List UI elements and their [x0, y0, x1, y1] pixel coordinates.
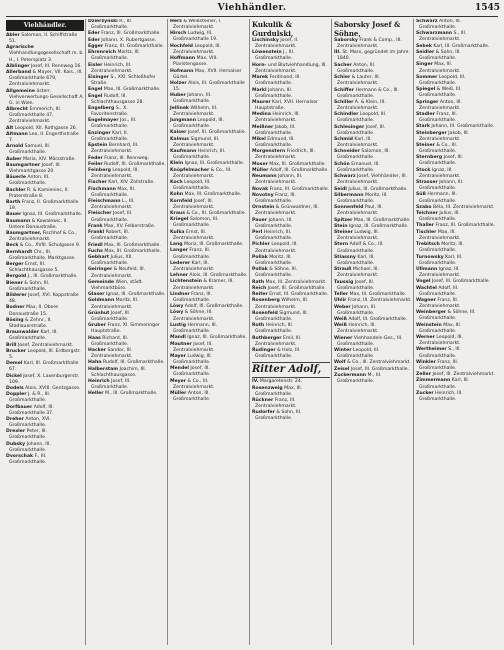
directory-entry: Trebitsch Moritz, III. Großmarkthalle. [416, 242, 464, 254]
header-rule [6, 16, 498, 17]
directory-entry: Reich Josef, III. Großmarkthalle. [252, 285, 326, 291]
directory-entry: Horn- und Blutviehhandlung, III. Zentralviehmarkt. [252, 62, 327, 74]
directory-entry: Hacker Sandor, III. Zentralviehmarkt. [88, 347, 133, 360]
directory-entry: Brill Josef, Zentralviehmarkt. [6, 342, 74, 348]
directory-entry: Wolf & Co., III. Zentralviehmarkt. [334, 360, 411, 366]
directory-entry: Glaser Ignaz, III. Großmarkthalle. [88, 292, 166, 298]
directory-entry: Klein Ignaz, III. Großmarkthalle. [170, 161, 245, 167]
directory-entry: Wiener Viehhandels-Ges., III. Großmarkthalle. [334, 335, 403, 347]
directory-entry: Kaufmann Heinrich, III. Großmarkthalle. [170, 149, 226, 161]
directory-entry: Feder Franz, III. Rennweg. [88, 155, 150, 161]
directory-entry: Lehner Alois, III. Großmarkthalle. [170, 273, 248, 279]
running-head [0, 3, 504, 17]
directory-entry: Stiassny Karl, III. Großmarkthalle. [334, 254, 375, 266]
directory-entry: Löwenstein J., III. Großmarkthalle. [252, 50, 295, 62]
directory-entry: Schiller A. & Klein, III. Zentralviehmarkt. [334, 99, 386, 111]
directory-entry: Mikel Edmund, III. Großmarkthalle. [252, 137, 295, 149]
directory-entry: Schwarz Anton, III. Großmarkthalle. [416, 19, 462, 31]
directory-entry: Kraus & Co., III. Großmarkthalle. [170, 211, 246, 217]
directory-entry: Jungmann Leopold, III. Großmarkthalle. [170, 118, 224, 130]
directory-entry: Zeller Josef, III. Zentralviehmarkt. [416, 372, 495, 378]
directory-entry: Schwarzmann S., III. Zentralviehmarkt. [416, 31, 467, 43]
firm-advertisement: Ritter Adolf, [252, 362, 330, 378]
directory-entry: IV. Margaretenstr. 24. [252, 379, 303, 385]
directory-entry: Lindner Franz, III. Großmarkthalle. [170, 291, 212, 303]
directory-entry: Berger Ernst, III. Schlachthausgasse 5. [6, 262, 59, 274]
directory-entry: Knöpfelmacher & Co., III. Zentralviehmarkt. [170, 167, 232, 179]
directory-entry: Auber Maria, XIV. Märzstraße. [6, 156, 76, 162]
directory-entry: Stark Johann, III. Großmarkthalle. [416, 124, 495, 130]
directory-entry: Medina Heinrich, III. Zentralviehmarkt. [252, 112, 300, 124]
directory-entry: Bergold J., III. Großmarkthalle. [6, 274, 78, 280]
directory-entry: Pauer Johann, III. Großmarkthalle. [252, 217, 293, 229]
directory-entry: Lichtenstein & Kramer, III. Zentralviehmarkt. [170, 279, 234, 291]
directory-entry: Sommer Leopold, III. Großmarkthalle. [416, 74, 466, 86]
directory-entry: Engel Rudolf, III. Schlachthausgasse 28. [88, 93, 144, 105]
directory-entry: Thaller Franz, III. Großmarkthalle. [416, 223, 496, 229]
directory-entry: Alt Leopold, XII. Rothgasse 26. [6, 125, 78, 131]
directory-entry: Winter Leopold, III. Großmarkthalle. [334, 347, 380, 360]
directory-entry: Kalmus Sigmund, III. Zentralviehmarkt. [170, 136, 220, 148]
directory-entry: Saborsky Frank & Comp., III. Zentralviehmarkt. [334, 38, 402, 50]
directory-entry: Dreher Anton, XVI. Großmarkthalle. [6, 417, 51, 429]
firm-heading: Kukulik & Gurdulski, [252, 20, 294, 38]
directory-entry: Pichler Leopold, III. Zentralviehmarkt. [252, 242, 298, 254]
directory-entry: Lang Moriz, III. Großmarkthalle. [170, 242, 244, 248]
directory-columns [4, 19, 498, 645]
directory-entry: Heinrich Josef, III. Großmarkthalle. [88, 379, 131, 391]
directory-entry: Schiffer Hermann & Co., III. Großmarkthalle. [334, 87, 399, 99]
directory-entry: Dorfbauer Adolf, III. Großmarkthalle 37. [6, 404, 54, 416]
directory-entry: Teller Max, III. Großmarkthalle. [334, 291, 407, 297]
directory-entry: Fischmann Max, III. Großmarkthalle. [88, 186, 136, 198]
directory-entry: Rosenberg Wilhelm, III. Zentralviehmarkt. [252, 298, 309, 310]
directory-entry: Mayer Ludwig, III. Großmarkthalle. [170, 353, 213, 365]
directory-entry: Steiner Ludwig, III. Zentralviehmarkt. [334, 230, 380, 242]
directory-entry: Weiß Heinrich, III. Zentralviehmarkt. [334, 323, 379, 335]
directory-entry: Pollak & Söhne, III. Großmarkthalle. [252, 267, 298, 279]
directory-entry: Weinberger & Söhne, III. Großmarkthalle. [416, 310, 476, 322]
directory-entry: Feiler Rudolf, III. Großmarkthalle. [88, 161, 166, 167]
directory-entry: Kornfeld Josef, III. Zentralviehmarkt. [170, 198, 215, 210]
directory-entry: Uhlir Franz, III. Zentralviehmarkt. [334, 298, 412, 304]
directory-entry: Schlesinger Josef, III. Großmarkthalle. [334, 124, 386, 136]
directory-entry: Wertheimer S., III. Großmarkthalle. [416, 347, 461, 359]
directory-entry: Geiringer & Neufeld, III. Zentralviehmarkt. [88, 267, 146, 279]
directory-entry: Goldmann Moritz, III. Zentralviehmarkt. [88, 298, 139, 310]
directory-entry: Altmann Leo, II. Engerthstraße 7. [6, 131, 79, 143]
directory-entry: Doppler J. & R., III. Großmarkthalle. [6, 392, 51, 404]
page-title: Viehhändler. [217, 3, 287, 13]
directory-entry: Werner Leopold, III. Zentralviehmarkt. [416, 335, 463, 347]
directory-entry: Dzierzynski R., III. Großmarkthalle. [88, 19, 133, 31]
section-label: Viehhändler. [6, 20, 84, 31]
directory-column-3 [168, 19, 250, 645]
directory-entry: Rudinger & Holz, III. Großmarkthalle. [252, 347, 301, 360]
directory-entry: Novotny Franz, III. Großmarkthalle. [252, 192, 296, 205]
directory-entry: Gemeinde Wien, städt. Viehmarktbüro. [88, 279, 144, 291]
directory-entry: Wagner Franz, III. Zentralviehmarkt. [416, 297, 461, 309]
directory-entry: Baumann & Kowalewic, II. Untere Donaustraße. [6, 218, 68, 230]
directory-entry: Schön Emanuel, III. Großmarkthalle. [334, 161, 380, 173]
directory-entry: Zucker Heinrich, III. Großmarkthalle. [416, 390, 463, 402]
directory-entry: Kulka Ernst, III. Zentralviehmarkt. [170, 229, 215, 241]
directory-entry: Novak Franz, III. Großmarkthalle. [252, 186, 330, 192]
directory-entry: Engelmayer Jos., III. Großmarkthalle. [88, 118, 137, 130]
directory-entry: Stein Ignaz, III. Großmarkthalle. [334, 223, 409, 229]
directory-entry: Markl Johann, III. Großmarkthalle. [252, 87, 293, 99]
directory-entry: Engelberg S., X. Favoritenstraße. [88, 106, 129, 118]
directory-entry: Weber Johann, III. Großmarkthalle. [334, 304, 377, 316]
directory-entry: Dubsky Johann, III. Großmarkthalle. [6, 441, 51, 453]
directory-entry: Silbermann Moritz, III. Großmarkthalle. [334, 192, 388, 204]
directory-entry: Schmid Karl, III. Zentralviehmarkt. [334, 137, 379, 149]
directory-entry: Pollak Moritz, III. Großmarkthalle. [252, 254, 293, 266]
directory-entry: Strauß Michael, III. Zentralviehmarkt. [334, 267, 379, 279]
directory-entry: Zeisel Josef, III. Großmarkthalle. [334, 366, 410, 372]
directory-entry: Vogel Josef, III. Großmarkthalle. [416, 279, 491, 285]
directory-entry: Gruber Franz, XI. Simmeringer Hauptstraße. [88, 323, 160, 335]
directory-entry: Feinberg Leopold, III. Zentralviehmarkt. [88, 168, 139, 180]
directory-entry: Bachler R. & Kamieniec, II. Praterstraße 8. [6, 187, 69, 199]
directory-entry: Arnold Samuel, III. Großmarkthalle. [6, 144, 51, 156]
directory-entry: Frank Max, XV. Felberstraße. [88, 223, 156, 229]
directory-entry: Fleischmann L., III. Zentralviehmarkt. [88, 199, 135, 211]
directory-entry: Bernhardt Chr., III. Großmarkthalle, Marktgasse. [6, 249, 76, 261]
directory-entry: Schindler Leopold, III. Großmarkthalle. [334, 112, 387, 124]
directory-entry: Hoffmann Max, VIII. Piaristengasse. [170, 56, 218, 68]
directory-entry: Turnowsky Karl, III. Großmarkthalle. [416, 254, 463, 266]
directory-entry: Bösing & Zehnr., II. Stadlauerstraße. [6, 317, 52, 329]
directory-entry: Lederer Karl, III. Zentralviehmarkt. [170, 260, 215, 272]
directory-entry: Beck & Co., XVIII. Schulgasse 9. [6, 243, 81, 249]
directory-entry: Kriegel Salomon, III. Großmarkthalle. [170, 217, 219, 229]
directory-entry: Schier & Lauter, III. Zentralviehmarkt. [334, 75, 381, 87]
directory-entry: Albrecht Emmerich, III. Großmarkthalle 47, Zentralviehmarkt. [6, 107, 62, 125]
directory-entry: Ullmann Ignaz, III. Zentralviehmarkt. [416, 266, 461, 278]
directory-entry: Löwy & Söhne, III. Zentralviehmarkt. [170, 310, 215, 322]
directory-entry: Fuchs Max, III. Großmarkthalle. [88, 248, 162, 254]
directory-entry: Löwy Adolf, III. Großmarkthalle. [170, 304, 244, 310]
directory-entry: Demel Karl, III. Großmarkthalle 67. [6, 361, 79, 373]
directory-entry: Hahn Rudolf, III. Großmarkthalle. [88, 360, 165, 366]
directory-entry: Sacher Anton, III. Großmarkthalle. [334, 62, 376, 74]
directory-entry: Mendel Josef, III. Großmarkthalle. [170, 366, 211, 378]
directory-entry: Neumann Johann, III. Zentralviehmarkt. [252, 174, 303, 186]
directory-entry: Seidl Julius, III. Großmarkthalle. [334, 186, 408, 192]
directory-entry: Kohn Max, III. Großmarkthalle. [170, 192, 242, 198]
directory-entry: Morgenstern Friedrich, III. Zentralviehmarkt. [252, 149, 315, 161]
directory-entry: Sebek Karl, III. Großmarkthalle. [416, 43, 490, 49]
directory-entry: Zuckermann M., III. Großmarkthalle. [334, 372, 382, 384]
directory-entry: Eisinger S., XXI. Schloßhofer Straße. [88, 74, 156, 87]
directory-entry: Moser Max, III. Großmarkthalle. [252, 161, 326, 167]
directory-entry: Haas Richard, III. Großmarkthalle. [88, 335, 129, 347]
directory-entry: Meißner Jakob, III. Großmarkthalle. [252, 124, 296, 136]
directory-column-5 [332, 19, 414, 645]
directory-entry: Egger Franz, III. Großmarkthalle. [88, 43, 165, 49]
directory-entry: Stadler Franz, III. Großmarkthalle. [416, 111, 458, 123]
directory-entry: Koch Leopold, III. Großmarkthalle. [170, 180, 211, 192]
directory-entry: Singer Max, III. Zentralviehmarkt. [416, 62, 461, 74]
directory-entry: Spitzer Max, III. Großmarkthalle. [334, 217, 411, 223]
directory-entry: Sonnenfeld Paul, III. Zentralviehmarkt. [334, 205, 383, 217]
directory-entry: Baumgartner Josef, III. Viehmarktgasse 20. [6, 162, 62, 174]
directory-entry: Holzer Alois, III. Großmarkthalle 15. [170, 80, 245, 92]
directory-entry: Winkler Franz, III. Großmarkthalle. [416, 359, 459, 371]
directory-entry: Dodels Alois, XVIII. Gentzgasse. [6, 385, 81, 391]
directory-entry: Hochfeld Leopold, III. Zentralviehmarkt. [170, 43, 221, 55]
directory-entry: Gebhart Julius, XII. Großmarkthalle. [88, 255, 133, 267]
directory-entry: Engel Max, III. Großmarkthalle. [88, 87, 161, 93]
directory-entry: Jellinek Wilhelm, III. Zentralviehmarkt. [170, 105, 218, 117]
directory-entry: Abler Salomon, II. Schiffstraße 51. [6, 33, 78, 45]
directory-entry: Schwarz Josef, Viehhändler, III. Zentralviehmarkt. [334, 174, 408, 186]
directory-entry: Rosenzweig Max, III. Großmarkthalle. [252, 385, 303, 397]
directory-entry: Spiegel & Weiß, III. Großmarkthalle. [416, 87, 462, 99]
directory-entry: Schneider Salomon, III. Großmarkthalle. [334, 149, 390, 161]
directory-entry: Sternberg Josef, III. Großmarkthalle. [416, 155, 464, 167]
directory-entry: Teichner Julius, III. Großmarkthalle. [416, 211, 460, 223]
directory-entry: Süß Hermann, III. Großmarkthalle. [416, 192, 457, 204]
directory-entry: Agrarische Viehhandlungsgesellschaft m. b. H., I. Petersplatz 3. [6, 45, 84, 63]
directory-entry: Halberstam Joachim, III. Schlachthausgasse. [88, 366, 147, 378]
directory-entry: Epstein Bernhard, III. Zentralviehmarkt. [88, 143, 139, 155]
directory-entry: Meyer & Co., III. Zentralviehmarkt. [170, 378, 215, 390]
directory-entry: Ehrenreich Moritz, III. Großmarkthalle. [88, 50, 141, 62]
directory-entry: Hofmann Max, XVII. Hernalser Gürtel. [170, 68, 242, 80]
directory-entry: Seidler & Sohn, III. Großmarkthalle. [416, 50, 461, 62]
directory-column-6 [414, 19, 496, 645]
directory-entry: Enzinger Karl, II. Großmarkthalle. [88, 130, 129, 142]
directory-entry: Huber Johann, III. Großmarkthalle. [170, 93, 212, 105]
firm-heading: Saborsky Josef & Söhne, [334, 20, 401, 38]
directory-entry: Lischinsky Josef, II. Zentralviehmarkt. [252, 38, 299, 50]
directory-column-2 [86, 19, 168, 645]
directory-entry: Frankl Robert, III. Großmarkthalle. [88, 230, 130, 242]
directory-entry: Strasser Johann, III. Großmarkthalle. [416, 180, 464, 192]
directory-column-4 [250, 19, 332, 645]
directory-entry: Perl Heinrich, III. Großmarkthalle. [252, 230, 293, 242]
directory-entry: Taussig Josef, III. Großmarkthalle. [334, 279, 375, 291]
directory-entry: Rückner Franz, III. Zentralviehmarkt. [252, 397, 297, 410]
directory-entry: Allerband & Mayer, VII. Kais., III. Großmarkthalle 679, Zentralviehmarkt. [6, 70, 83, 88]
directory-entry: Wachtel Adolf, III. Großmarkthalle. [416, 285, 459, 297]
directory-entry: Szabo Béla, III. Zentralviehmarkt. [416, 204, 495, 210]
directory-entry: Biener & Sohn, III. Großmarkthalle. [6, 280, 50, 292]
directory-entry: Fischer Karl, XIV. Zollstraße. [88, 180, 155, 186]
directory-entry: Reiter Ernst, III. Großmarkthalle. [252, 292, 329, 298]
directory-entry: Bauer Ignaz, III. Großmarkthalle. [6, 212, 83, 218]
directory-entry: Lustig Hermann, III. Großmarkthalle. [170, 322, 218, 334]
directory-entry: Rosenfeld Sigmund, III. Großmarkthalle. [252, 310, 309, 322]
directory-entry: Tischler Max, III. Zentralviehmarkt. [416, 229, 461, 241]
directory-entry: Steiner & Co., III. Großmarkthalle. [416, 142, 458, 155]
directory-entry: Langer Franz, III. Großmarkthalle. [170, 248, 211, 260]
directory-entry: Eder Franz, III. Großmarkthalle. [88, 31, 161, 37]
page-number: 1545 [474, 3, 500, 13]
directory-entry: Weinstein Max, III. Großmarkthalle. [416, 322, 462, 334]
directory-entry: Steinberger Jakob, III. Zentralviehmarkt. [416, 130, 470, 142]
directory-entry: Brucker Leopold, III. Erdbergstr. 5. [6, 348, 81, 360]
directory-entry: Stern Adolf & Co., III. Großmarkthalle. [334, 242, 384, 254]
directory-entry: Mandl Ignaz, III. Großmarkthalle. [170, 335, 247, 341]
directory-entry: Mautner Josef, III. Zentralviehmarkt. [170, 341, 215, 353]
directory-entry: Braunwalder Karl, III. Großmarkthalle. [6, 330, 58, 342]
directory-entry: Zimmermann Karl, III. Großmarkthalle. [416, 378, 470, 390]
directory-entry: Dvorschak F., III. Großmarkthalle. [6, 454, 47, 466]
directory-entry: Grünhut Josef, III. Großmarkthalle. [88, 310, 131, 322]
directory-entry: Müller Anton, III. Großmarkthalle. [170, 391, 211, 403]
directory-entry: Rath Max, III. Zentralviehmarkt. [252, 279, 327, 285]
directory-entry: Müller Adolf, III. Großmarkthalle. [252, 168, 329, 174]
directory-entry: Rudorfer & Sohn, III. Großmarkthalle. [252, 410, 302, 422]
directory-entry: Heller M., III. Großmarkthalle. [88, 391, 158, 397]
directory-entry: Dickel Josef, X. Laxenburgerstr. 109. [6, 373, 80, 385]
directory-entry: Herz & Weißsteiner, I. Zentralviehmarkt. [170, 19, 222, 31]
directory-entry: Fleischer Josef, III. Großmarkthalle. [88, 211, 133, 223]
directory-entry: Bäuerle Anton, III. Großmarkthalle. [6, 175, 50, 187]
directory-entry: Rothberger Emil, III. Zentralviehmarkt. [252, 335, 302, 347]
directory-entry: Aiblinger Josef, III. Rennweg 16. [6, 63, 82, 69]
directory-entry: Bilderer Josef, XVI. Koppstraße 48. [6, 293, 79, 305]
directory-entry: Friedl Max, III. Großmarkthalle. [88, 242, 161, 248]
directory-entry: Springer Anton, III. Zentralviehmarkt. [416, 99, 462, 111]
directory-entry: Eisler Heinrich, III. Zentralviehmarkt. [88, 62, 133, 74]
directory-entry: III. St. Marx, gegründet im Jahre 1840. [334, 50, 409, 62]
directory-entry: Ornstein & Grünwaldner, III. Zentralviehmarkt. [252, 205, 319, 217]
directory-entry: Bodner Max, II. Obere Donaustraße 15. [6, 305, 59, 317]
directory-entry: Kaiser Josef, III. Großmarkthalle. [170, 130, 246, 136]
directory-entry: Marek Ferdinand, III. Großmarkthalle. [252, 75, 301, 87]
directory-entry: Maurer Karl, XVII. Hernalser Hauptstraße. [252, 99, 319, 111]
directory-entry: Weiß Adolf, III. Großmarkthalle. [334, 316, 408, 322]
directory-entry: Allgemeine österr. Viehverwertungs-Gesellschaft A. G. in Wien. [6, 88, 84, 106]
directory-entry: Barth Franz, II. Großmarkthalle 19. [6, 199, 79, 212]
directory-entry: Stock Ignaz, III. Zentralviehmarkt. [416, 167, 461, 179]
directory-column-1 [4, 19, 86, 645]
directory-entry: Drexler Peter, III. Großmarkthalle. [6, 429, 47, 441]
directory-entry: Hirsch Ludwig, III. Großmarkthalle 19. [170, 31, 218, 43]
directory-entry: Baumgartner, Fischhof & Co., Zentralviehmarkt. [6, 231, 77, 243]
directory-entry: Roth Heinrich, III. Großmarkthalle. [252, 323, 294, 335]
directory-entry: Eder Johann, X. Rubertgasse. [88, 37, 157, 43]
